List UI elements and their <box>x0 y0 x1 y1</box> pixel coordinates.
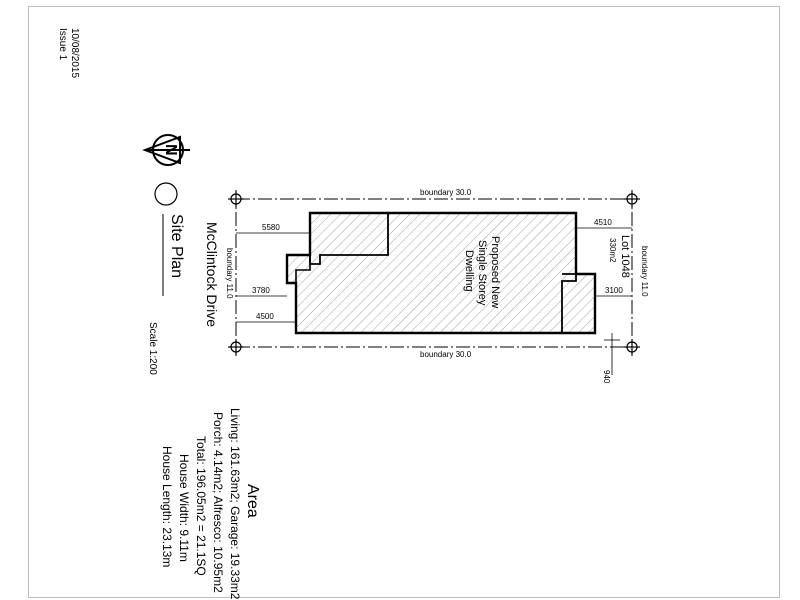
area-line-5: House Length: 23.13m <box>160 446 174 568</box>
dwelling-label-line-1: Proposed New <box>489 236 501 309</box>
issue-label: Issue 1 <box>57 28 68 61</box>
area-heading: Area <box>244 484 261 518</box>
issue-date: 10/08/2015 <box>69 28 80 79</box>
boundary-right-label: boundary 11.0 <box>640 246 649 297</box>
street-name: McClintock Drive <box>204 222 220 328</box>
north-arrow-icon <box>145 135 190 165</box>
dim-4510: 4510 <box>594 218 612 227</box>
area-line-4: House Width: 9.11m <box>177 454 191 562</box>
dim-3100: 3100 <box>605 286 623 295</box>
site-plan-title: Site Plan <box>168 214 185 279</box>
dwelling-label-line-2: Single Storey <box>476 240 488 306</box>
corner-marker-top-right <box>624 191 640 207</box>
corner-marker-bottom-right <box>624 339 640 355</box>
site-marker-circle <box>155 183 177 205</box>
dim-940: 940 <box>602 370 611 384</box>
corner-marker-bottom-left <box>228 339 244 355</box>
north-arrow-letter: N <box>162 144 179 156</box>
dim-3780: 3780 <box>252 286 270 295</box>
area-line-1: Living: 161.63m2; Garage: 19.33m2 <box>228 408 242 600</box>
boundary-left-label: boundary 11.0 <box>225 248 234 299</box>
dim-5580: 5580 <box>262 223 280 232</box>
dwelling-label-line-3: Dwelling <box>463 250 475 292</box>
dim-4500: 4500 <box>256 312 274 321</box>
corner-marker-top-left <box>228 191 244 207</box>
boundary-top-label: boundary 30.0 <box>420 188 472 197</box>
lot-area: 330m2 <box>608 238 617 263</box>
scale-label: Scale 1:200 <box>147 322 158 375</box>
boundary-bottom-label: boundary 30.0 <box>420 350 472 359</box>
area-line-2: Porch: 4.14m2; Alfresco: 10.95m2 <box>211 412 225 593</box>
area-line-3: Total: 196.05m2 = 21.1SQ <box>194 436 208 576</box>
house-footprint <box>287 213 595 333</box>
lot-label: Lot 1048 <box>619 235 631 278</box>
